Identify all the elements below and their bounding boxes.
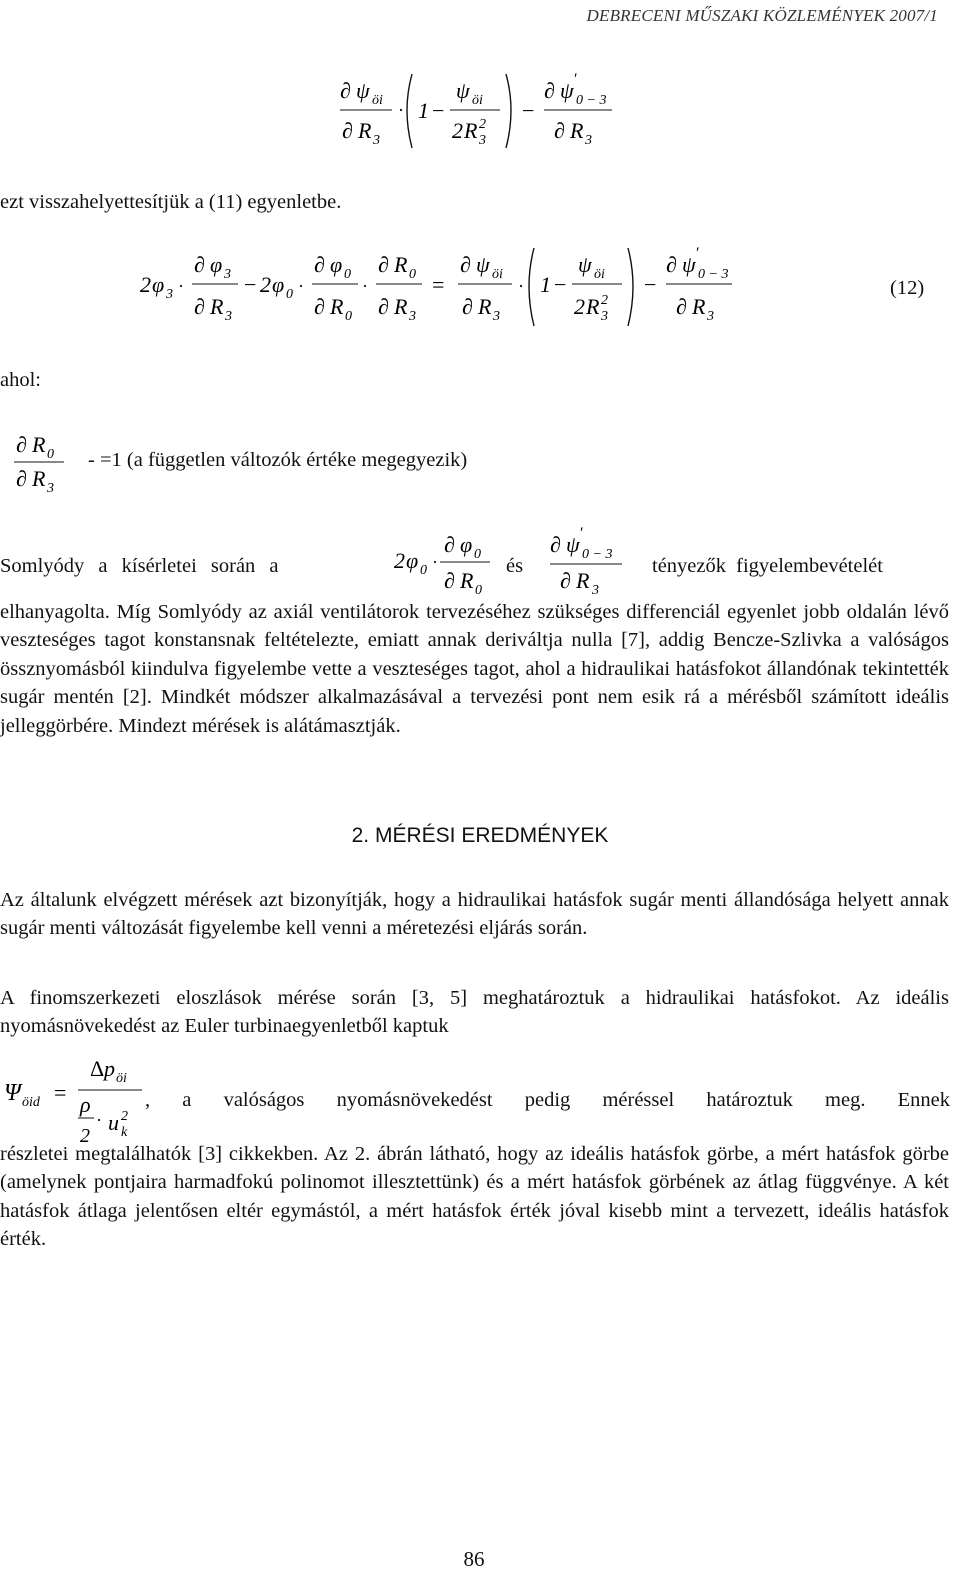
svg-text:R: R <box>32 466 46 491</box>
svg-text:öid: öid <box>22 1095 40 1110</box>
svg-text:ψ: ψ <box>682 252 696 277</box>
svg-text:2: 2 <box>80 1125 90 1147</box>
svg-text:∂: ∂ <box>444 532 455 557</box>
svg-text:0: 0 <box>47 447 54 462</box>
text-tenyezok: tényezők figyelembevételét <box>652 555 883 577</box>
text-visszahelyettesit: ezt visszahelyettesítjük a (11) egyenletbe. <box>0 191 342 213</box>
svg-text:∂: ∂ <box>16 466 27 491</box>
svg-text:∂: ∂ <box>444 568 455 593</box>
svg-text:∂: ∂ <box>554 118 565 143</box>
svg-text:φ: φ <box>330 252 343 277</box>
svg-text:∂: ∂ <box>462 294 473 319</box>
svg-text:R: R <box>460 568 474 593</box>
svg-text:R: R <box>394 252 408 277</box>
svg-text:∂: ∂ <box>560 568 571 593</box>
svg-text:−: − <box>244 272 257 297</box>
paragraph-3-text: A finomszerkezeti eloszlások mérése során [3, 5] meghatároztuk a hidraulikai hatásfokot. Az ideális nyomásnövekedést az Euler turbinaegyenletből kaptuk <box>0 987 949 1038</box>
svg-text:′: ′ <box>574 71 578 88</box>
svg-text:φ: φ <box>210 252 223 277</box>
svg-text:·: · <box>178 276 184 296</box>
svg-text:2: 2 <box>140 272 151 297</box>
svg-text:ψ: ψ <box>476 252 490 277</box>
svg-text:ρ: ρ <box>80 1092 91 1117</box>
svg-text:∂: ∂ <box>378 294 389 319</box>
svg-text:3: 3 <box>373 133 380 148</box>
svg-text:∂: ∂ <box>194 252 205 277</box>
svg-text:3: 3 <box>493 309 500 324</box>
svg-text:∂: ∂ <box>666 252 677 277</box>
svg-text:0: 0 <box>286 287 293 302</box>
svg-text:0: 0 <box>344 267 351 282</box>
svg-text:0: 0 <box>409 267 416 282</box>
svg-text:·: · <box>398 100 404 120</box>
svg-text:3: 3 <box>409 309 416 324</box>
svg-text:1: 1 <box>540 272 551 297</box>
paragraph-elhanyagolta <box>0 598 949 740</box>
svg-text:R: R <box>478 294 492 319</box>
svg-text:R: R <box>570 118 584 143</box>
svg-text:∂: ∂ <box>314 252 325 277</box>
svg-text:ψ: ψ <box>566 532 580 557</box>
svg-text:∂: ∂ <box>460 252 471 277</box>
svg-text:3: 3 <box>585 133 592 148</box>
text-psi-after: , a valóságos nyomásnövekedést pedig méréssel határoztuk meg. Ennek <box>145 1089 950 1111</box>
svg-text:3: 3 <box>224 267 231 282</box>
eq-top-num1: ∂ <box>340 78 351 103</box>
svg-text:∂: ∂ <box>314 294 325 319</box>
paragraph-2 <box>0 886 949 943</box>
svg-text:∂: ∂ <box>194 294 205 319</box>
svg-text:R: R <box>692 294 706 319</box>
svg-text:−: − <box>554 272 567 297</box>
svg-text:öi: öi <box>472 93 483 108</box>
svg-text:′: ′ <box>580 525 584 542</box>
equation-12 <box>140 242 740 342</box>
svg-text:∂: ∂ <box>16 432 27 457</box>
svg-text:∂: ∂ <box>550 532 561 557</box>
equation-psi-derivative <box>340 66 620 161</box>
svg-text:2: 2 <box>452 118 463 143</box>
svg-text:R: R <box>394 294 408 319</box>
svg-text:3: 3 <box>47 481 54 496</box>
svg-text:öi: öi <box>594 267 605 282</box>
svg-text:Ψ: Ψ <box>4 1080 21 1106</box>
svg-text:k: k <box>121 1125 128 1140</box>
paragraph-3 <box>0 984 949 1041</box>
text-somlyody: Somlyódy a kísérletei során a <box>0 555 279 577</box>
svg-text:u: u <box>108 1110 119 1135</box>
svg-text:0 − 3: 0 − 3 <box>576 93 607 108</box>
svg-text:∂: ∂ <box>378 252 389 277</box>
svg-text:öi: öi <box>492 267 503 282</box>
svg-text:R: R <box>210 294 224 319</box>
svg-text:ψ: ψ <box>578 252 592 277</box>
svg-text:2: 2 <box>479 117 486 132</box>
svg-text:p: p <box>104 1056 115 1081</box>
svg-text:=: = <box>432 272 445 297</box>
running-header: DEBRECENI MŰSZAKI KÖZLEMÉNYEK 2007/1 <box>586 6 938 25</box>
section-heading: 2. MÉRÉSI EREDMÉNYEK <box>351 824 609 847</box>
svg-text:R: R <box>330 294 344 319</box>
svg-text:öi: öi <box>372 93 383 108</box>
expr-dpsi03-dR3 <box>550 526 630 603</box>
svg-text:∂: ∂ <box>544 78 555 103</box>
svg-text:∂: ∂ <box>676 294 687 319</box>
svg-text:−: − <box>432 98 445 123</box>
svg-text:2: 2 <box>601 293 608 308</box>
svg-text:−: − <box>522 98 535 123</box>
svg-text:·: · <box>518 276 524 296</box>
paragraph-4 <box>0 1140 949 1254</box>
svg-text:3: 3 <box>601 309 608 324</box>
svg-text:2: 2 <box>574 294 585 319</box>
svg-text:R: R <box>464 118 478 143</box>
svg-text:·: · <box>362 276 368 296</box>
svg-text:0 − 3: 0 − 3 <box>582 547 613 562</box>
svg-text:3: 3 <box>592 583 599 598</box>
svg-text:öi: öi <box>116 1071 127 1086</box>
text-ahol: ahol: <box>0 369 41 391</box>
svg-text:3: 3 <box>166 287 173 302</box>
svg-text:2: 2 <box>260 272 271 297</box>
svg-text:R: R <box>586 294 600 319</box>
svg-text:φ: φ <box>460 532 473 557</box>
svg-text:3: 3 <box>707 309 714 324</box>
svg-text:R: R <box>32 432 46 457</box>
svg-text:0 − 3: 0 − 3 <box>698 267 729 282</box>
svg-text:ψ: ψ <box>456 78 470 103</box>
text-es: és <box>506 555 524 577</box>
svg-text:Δ: Δ <box>90 1056 105 1081</box>
svg-text:′: ′ <box>696 245 700 262</box>
svg-text:0: 0 <box>474 547 481 562</box>
svg-text:3: 3 <box>479 133 486 148</box>
svg-text:3: 3 <box>225 309 232 324</box>
text-ratio-note: - =1 (a független változók értéke megegyezik) <box>88 449 468 471</box>
svg-text:φ: φ <box>272 272 285 297</box>
svg-text:−: − <box>644 272 657 297</box>
svg-text:1: 1 <box>418 98 429 123</box>
svg-text:=: = <box>54 1080 67 1105</box>
svg-text:·: · <box>96 1110 102 1130</box>
svg-text:2: 2 <box>121 1109 128 1124</box>
fraction-dR0-dR3 <box>14 424 74 499</box>
svg-text:R: R <box>358 118 372 143</box>
equation-number-12: (12) <box>890 277 925 299</box>
paragraph-4-text: részletei megtalálhatók [3] cikkekben. Az 2. ábrán látható, hogy az ideális hatásfok görbe, a mért hatásfok görbe (amelynek pontjaira harmadfokú polinomot illesztettünk) és a mért hatásfok görbének az átlag függvénye. A két hatásfok átlaga jelentősen eltér egymástól, a mért hatásfok érték jóval kisebb mint a tervezett, ideális hatásfok érték. <box>0 1143 949 1251</box>
svg-text:0: 0 <box>475 583 482 598</box>
svg-text:2: 2 <box>394 548 405 573</box>
paragraph-1-text: elhanyagolta. Míg Somlyódy az axiál ventilátorok tervezéséhez szükséges differenciál egyenlet jobb oldalán lévő veszteséges tagot konstansnak feltételezte, emiatt annak deriváltja nulla [7], addig Bencze-Szlivka a valóságos össznyomásból kiindulva figyelembe vette a veszteséges tagot, ahol a hidraulikai hatásfokot állandónak tekintették sugár mentén [2]. Mindkét módszer alkalmazásával a tervezési pont nem esik rá a mérésből számított ideális jelleggörbére. Mindezt mérések is alátámasztják. <box>0 601 949 737</box>
svg-text:φ: φ <box>152 272 165 297</box>
svg-text:0: 0 <box>420 563 427 578</box>
svg-text:R: R <box>576 568 590 593</box>
svg-text:ψ: ψ <box>560 78 574 103</box>
svg-text:∂: ∂ <box>342 118 353 143</box>
page-number: 86 <box>463 1547 485 1571</box>
svg-text:φ: φ <box>406 548 419 573</box>
paragraph-2-text: Az általunk elvégzett mérések azt bizonyítják, hogy a hidraulikai hatásfok sugár menti állandósága helyett annak sugár menti változását figyelembe kell venni a méretezési eljárás során. <box>0 889 949 940</box>
svg-text:ψ: ψ <box>356 78 370 103</box>
svg-text:·: · <box>298 276 304 296</box>
expr-2phi0-dphi0-dR0 <box>394 530 494 607</box>
svg-text:0: 0 <box>345 309 352 324</box>
svg-text:·: · <box>432 552 438 572</box>
